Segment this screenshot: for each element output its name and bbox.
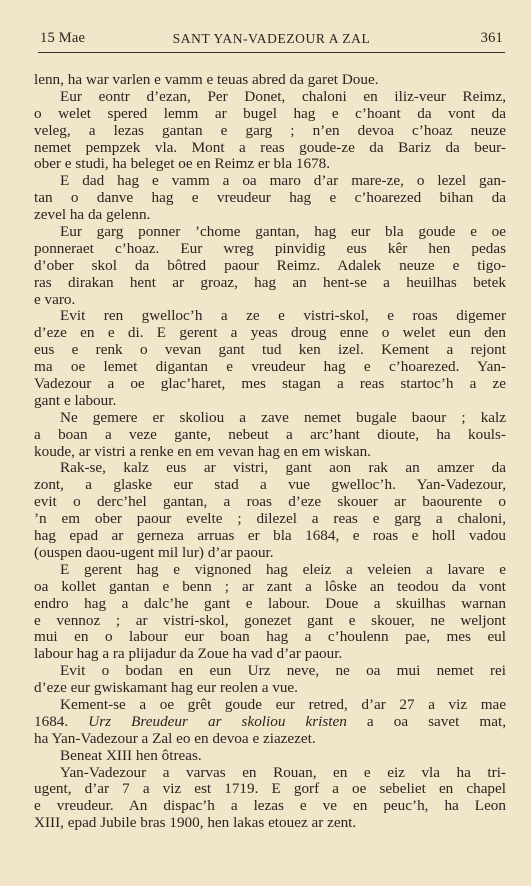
text-line	[34, 393, 506, 410]
text-run: E dad hag e vamm a oa maro d’ar mare-ze, o lezel gan-	[60, 172, 506, 190]
text-line	[34, 629, 506, 646]
text-line	[34, 140, 506, 157]
text-line	[34, 89, 506, 106]
text-run: a oa savet mat,	[346, 712, 506, 730]
text-line	[34, 477, 506, 494]
text-line	[34, 342, 506, 359]
italic-title: Urz Breudeur ar skoliou kristen	[88, 712, 347, 730]
text-line	[34, 207, 506, 224]
text-line	[34, 460, 506, 477]
text-line	[34, 292, 506, 309]
text-run: Ne gemere er skoliou a zave nemet bugale baour ; kalz	[60, 408, 506, 426]
header-rule	[38, 52, 505, 53]
text-run: ’n em ober paour evelte ; dilezel a reas e garg a chaloni,	[34, 510, 506, 528]
text-run: a boan a veze gante, nebeut a arc’hant dioute, ha kouls-	[34, 425, 506, 443]
text-run: ras dirakan hent ar groaz, hag an hent-se a heuilhas betek	[34, 273, 506, 291]
text-line	[34, 106, 506, 123]
text-line	[34, 427, 506, 444]
text-line	[34, 714, 506, 731]
text-line	[34, 241, 506, 258]
text-run: gant e labour.	[34, 391, 117, 409]
text-run: labour hag a ra plijadur da Zoue ha vad d’ar paour.	[34, 645, 343, 663]
text-run: Evit ren gwelloc’h a ze e vistri-skol, e roas digemer	[60, 307, 506, 325]
text-run: Eur eontr d’ezan, Per Donet, chaloni en iliz-veur Reimz,	[60, 87, 506, 105]
text-line	[34, 173, 506, 190]
text-run: XIII, epad Jubile bras 1900, hen lakas etouez ar zent.	[34, 814, 357, 832]
text-line	[34, 325, 506, 342]
text-run: d’eze eur gwiskamant hag eur reolen a vue.	[34, 679, 298, 697]
text-run: lenn, ha war varlen e vamm e teuas abred da garet Doue.	[34, 71, 379, 88]
text-run: e varo.	[34, 290, 76, 308]
text-run: eus e renk o vevan gant tud ken izel. Kement a rejont	[34, 341, 506, 359]
text-run: endro hag a dalc’he gant e labour. Doue a skuilhas warnan	[34, 594, 506, 612]
text-run: hag epad ar gerneza arruas er bla 1684, e roas e holl vadou	[34, 527, 506, 545]
text-line	[34, 562, 506, 579]
text-line	[34, 596, 506, 613]
text-run: tan o danve hag e vreudeur hag e c’hoarezed bihan da	[34, 189, 506, 207]
text-line	[34, 528, 506, 545]
page-number: 361	[480, 30, 503, 46]
text-run: ha Yan-Vadezour a Zal eo en devoa e ziazezet.	[34, 729, 316, 747]
text-line	[34, 359, 506, 376]
text-line	[34, 258, 506, 275]
text-run: oa kollet gantan e benn ; ar zant a lôske an teodou da vont	[34, 577, 506, 595]
text-run: d’eze en e di. E gerent a yeas droug enne o welet eun den	[34, 324, 506, 342]
header-date: 15 Mae	[40, 30, 86, 46]
text-line	[34, 680, 506, 697]
text-run: ugent, d’ar 7 a viz est 1719. E gorf a oe sebeliet en chapel	[34, 780, 506, 798]
text-run: Kement-se a oe grêt goude eur retred, d’ar 27 a viz mae	[60, 695, 506, 713]
text-run: d’ober skol da bôtred paour Reimz. Adalek neuze e tigo-	[34, 256, 506, 274]
header-title: SANT YAN-VADEZOUR A ZAL	[172, 31, 371, 46]
text-line	[34, 646, 506, 663]
text-line	[34, 815, 506, 832]
text-run: o welet spered lemm ar bugel hag e c’hoant da vont da	[34, 104, 506, 122]
text-line	[34, 511, 506, 528]
text-line	[34, 410, 506, 427]
text-run: nemet pempzek vla. Mont a reas goude-ze da Bariz da beur-	[34, 138, 506, 156]
text-run: veleg, a lezas gantan e garg ; n’en devoa c’hoaz neuze	[34, 121, 506, 139]
text-line	[34, 156, 506, 173]
text-line	[34, 697, 506, 714]
text-run: ponneraet c’hoaz. Eur wreg pinvidig eus kêr hen pedas	[34, 239, 506, 257]
text-line	[34, 224, 506, 241]
text-run: ober e studi, ha beleget oe en Reimz er bla 1678.	[34, 155, 331, 173]
text-run: Eur garg ponner ’chome gantan, hag eur bla goude e oe	[60, 223, 506, 241]
text-line	[34, 765, 506, 782]
text-run: Evit o bodan en eun Urz neve, ne oa mui nemet rei	[60, 662, 506, 680]
text-run: ma oe lemet digantan e vreudeur hag e c’hoarezed. Yan-	[34, 358, 506, 376]
text-line	[34, 748, 506, 765]
text-line	[34, 72, 506, 89]
text-line	[34, 190, 506, 207]
text-line	[34, 663, 506, 680]
text-line	[34, 545, 506, 562]
text-run: Vadezour a oe glac’haret, mes stagan a reas startoc’h a ze	[34, 375, 506, 393]
text-line	[34, 308, 506, 325]
text-run: Yan-Vadezour a varvas en Rouan, en e eiz vla ha tri-	[60, 763, 506, 781]
text-run: Beneat XIII hen ôtreas.	[60, 746, 202, 764]
text-run: e vennoz ; ar vistri-skol, gonezet gant e skouer, ne weljont	[34, 611, 506, 629]
text-run: zont, a glaske eur stad a vue gwelloc’h. Yan-Vadezour,	[34, 476, 506, 494]
text-run: mui en o labour eur boan hag a c’houlenn pae, mes eul	[34, 628, 506, 646]
text-run: E gerent hag e vignoned hag eleiz a veleien a lavare e	[60, 560, 506, 578]
text-line	[34, 123, 506, 140]
text-line	[34, 613, 506, 630]
text-run: zevel ha da gelenn.	[34, 206, 151, 224]
text-line	[34, 376, 506, 393]
running-header	[40, 30, 503, 50]
text-line	[34, 579, 506, 596]
text-run: e vreudeur. An dispac’h a lezas e ve en peuc’h, ha Leon	[34, 797, 506, 815]
text-run: (ouspen daou-ugent mil lur) d’ar paour.	[34, 543, 274, 561]
text-run: evit o derc’hel gantan, a roas d’eze skouer ar baourente o	[34, 493, 506, 511]
body-text	[34, 72, 506, 832]
text-line	[34, 275, 506, 292]
text-line	[34, 781, 506, 798]
text-line	[34, 798, 506, 815]
text-run: 1684.	[34, 712, 89, 730]
text-line	[34, 494, 506, 511]
text-line	[34, 444, 506, 461]
text-run: koude, ar vistri a renke en em vevan hag en em wiskan.	[34, 442, 371, 460]
text-run: Rak-se, kalz eus ar vistri, gant aon rak an amzer da	[60, 459, 506, 477]
text-line	[34, 731, 506, 748]
